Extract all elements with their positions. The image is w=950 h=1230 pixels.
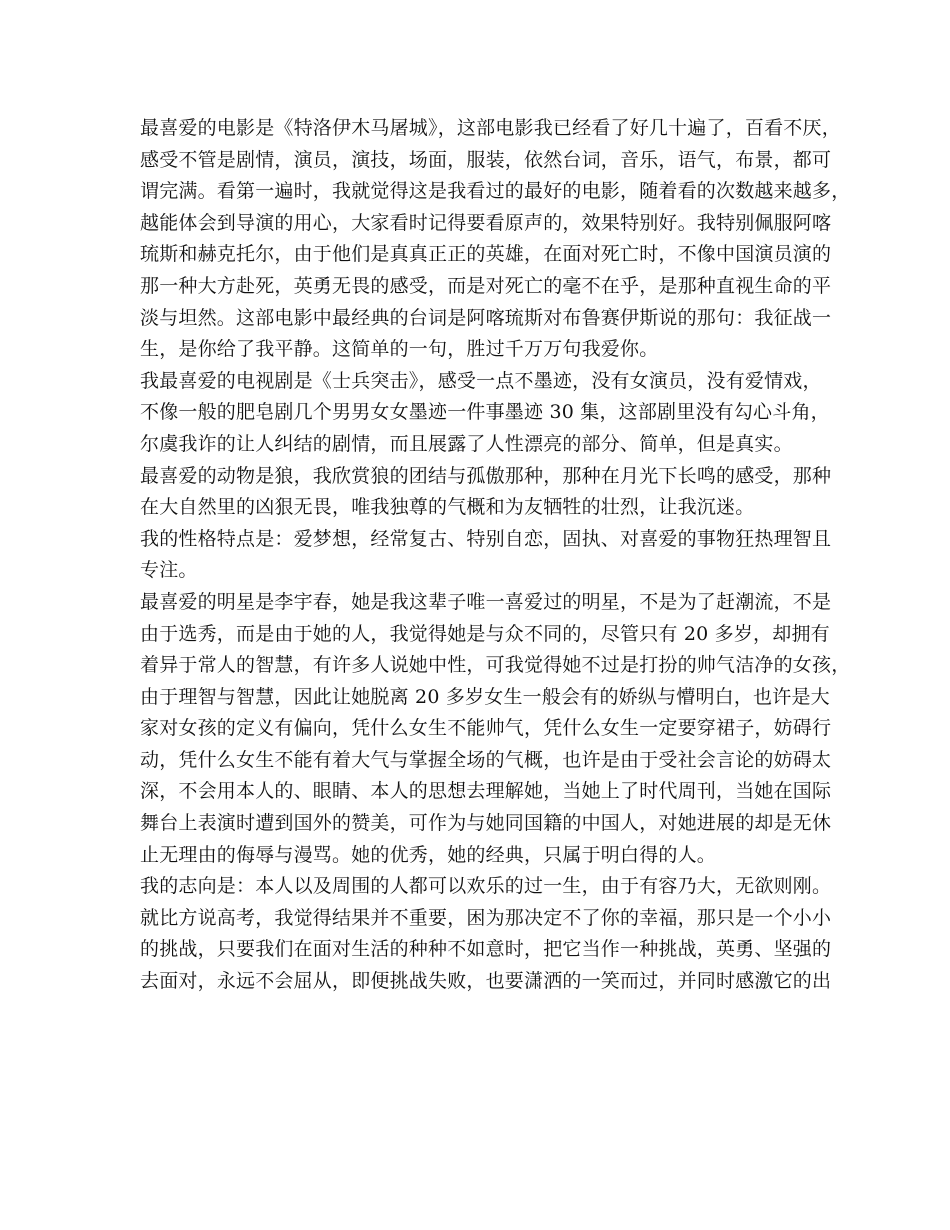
text-line: 最喜爱的明星是李宇春，她是我这辈子唯一喜爱过的明星，不是为了赶潮流，不是 — [140, 590, 832, 613]
text-line: 专注。 — [140, 559, 198, 582]
text-line: 由于理智与智慧，因此让她脱离 20 多岁女生一般会有的娇纵与懵明白，也许是大 — [140, 685, 830, 708]
text-line: 不像一般的肥皂剧几个男男女女墨迹一件事墨迹 30 集，这部剧里没有勾心斗角， — [140, 401, 830, 424]
text-line: 着异于常人的智慧，有许多人说她中性，可我觉得她不过是打扮的帅气洁净的女孩， — [140, 654, 851, 677]
text-line: 舞台上表演时遭到国外的赞美，可作为与她同国籍的中国人，对她进展的却是无休 — [140, 812, 832, 835]
text-line: 最喜爱的电影是《特洛伊木马屠城》，这部电影我已经看了好几十遍了，百看不厌， — [140, 117, 841, 139]
text-line: 那一种大方赴死，英勇无畏的感受，而是对死亡的毫不在乎，是那种直视生命的平 — [140, 274, 832, 297]
text-line: 的挑战，只要我们在面对生活的种种不如意时，把它当作一种挑战，英勇、坚强的 — [140, 938, 832, 961]
document-body — [140, 113, 851, 998]
text-line: 谓完满。看第一遍时，我就觉得这是我看过的最好的电影，随着看的次数越来越多， — [140, 180, 851, 203]
text-line: 在大自然里的凶狠无畏，唯我独尊的气概和为友牺牲的壮烈，让我沉迷。 — [140, 496, 755, 519]
text-line: 我的性格特点是：爱梦想，经常复古、特别自恋，固执、对喜爱的事物狂热理智且 — [140, 527, 832, 550]
text-line: 就比方说高考，我觉得结果并不重要，困为那决定不了你的幸福，那只是一个小小 — [140, 906, 832, 929]
text-line: 感受不管是剧情，演员，演技，场面，服装，依然台词，音乐，语气，布景，都可 — [140, 148, 832, 171]
text-line: 淡与坦然。这部电影中最经典的台词是阿喀琉斯对布鲁赛伊斯说的那句：我征战一 — [140, 306, 832, 329]
text-line: 尔虞我诈的让人纠结的剧情，而且展露了人性漂亮的部分、简单，但是真实。 — [140, 432, 793, 455]
text-line: 止无理由的侮辱与漫骂。她的优秀，她的经典，只属于明白得的人。 — [140, 843, 717, 866]
text-line: 生，是你给了我平静。这简单的一句，胜过千万万句我爱你。 — [140, 338, 659, 361]
text-line: 最喜爱的动物是狼，我欣赏狼的团结与孤傲那种，那种在月光下长鸣的感受，那种 — [140, 464, 832, 487]
text-line: 家对女孩的定义有偏向，凭什么女生不能帅气，凭什么女生一定要穿裙子，妨碍行 — [140, 717, 832, 740]
text-line: 我的志向是：本人以及周围的人都可以欢乐的过一生，由于有容乃大，无欲则刚。 — [140, 875, 832, 898]
text-line: 我最喜爱的电视剧是《士兵突击》，感受一点不墨迹，没有女演员，没有爱情戏， — [140, 369, 822, 392]
text-line: 由于选秀，而是由于她的人，我觉得她是与众不同的，尽管只有 20 多岁，却拥有 — [140, 622, 830, 645]
text-line: 深，不会用本人的、眼睛、本人的思想去理解她，当她上了时代周刊，当她在国际 — [140, 780, 832, 803]
text-line: 去面对，永远不会屈从，即便挑战失败，也要潇洒的一笑而过，并同时感激它的出 — [140, 970, 832, 993]
text-line: 琉斯和赫克托尔，由于他们是真真正正的英雄，在面对死亡时，不像中国演员演的 — [140, 243, 832, 266]
text-line: 动，凭什么女生不能有着大气与掌握全场的气概，也许是由于受社会言论的妨碍太 — [140, 748, 832, 771]
text-line: 越能体会到导演的用心，大家看时记得要看原声的，效果特别好。我特别佩服阿喀 — [140, 211, 832, 234]
